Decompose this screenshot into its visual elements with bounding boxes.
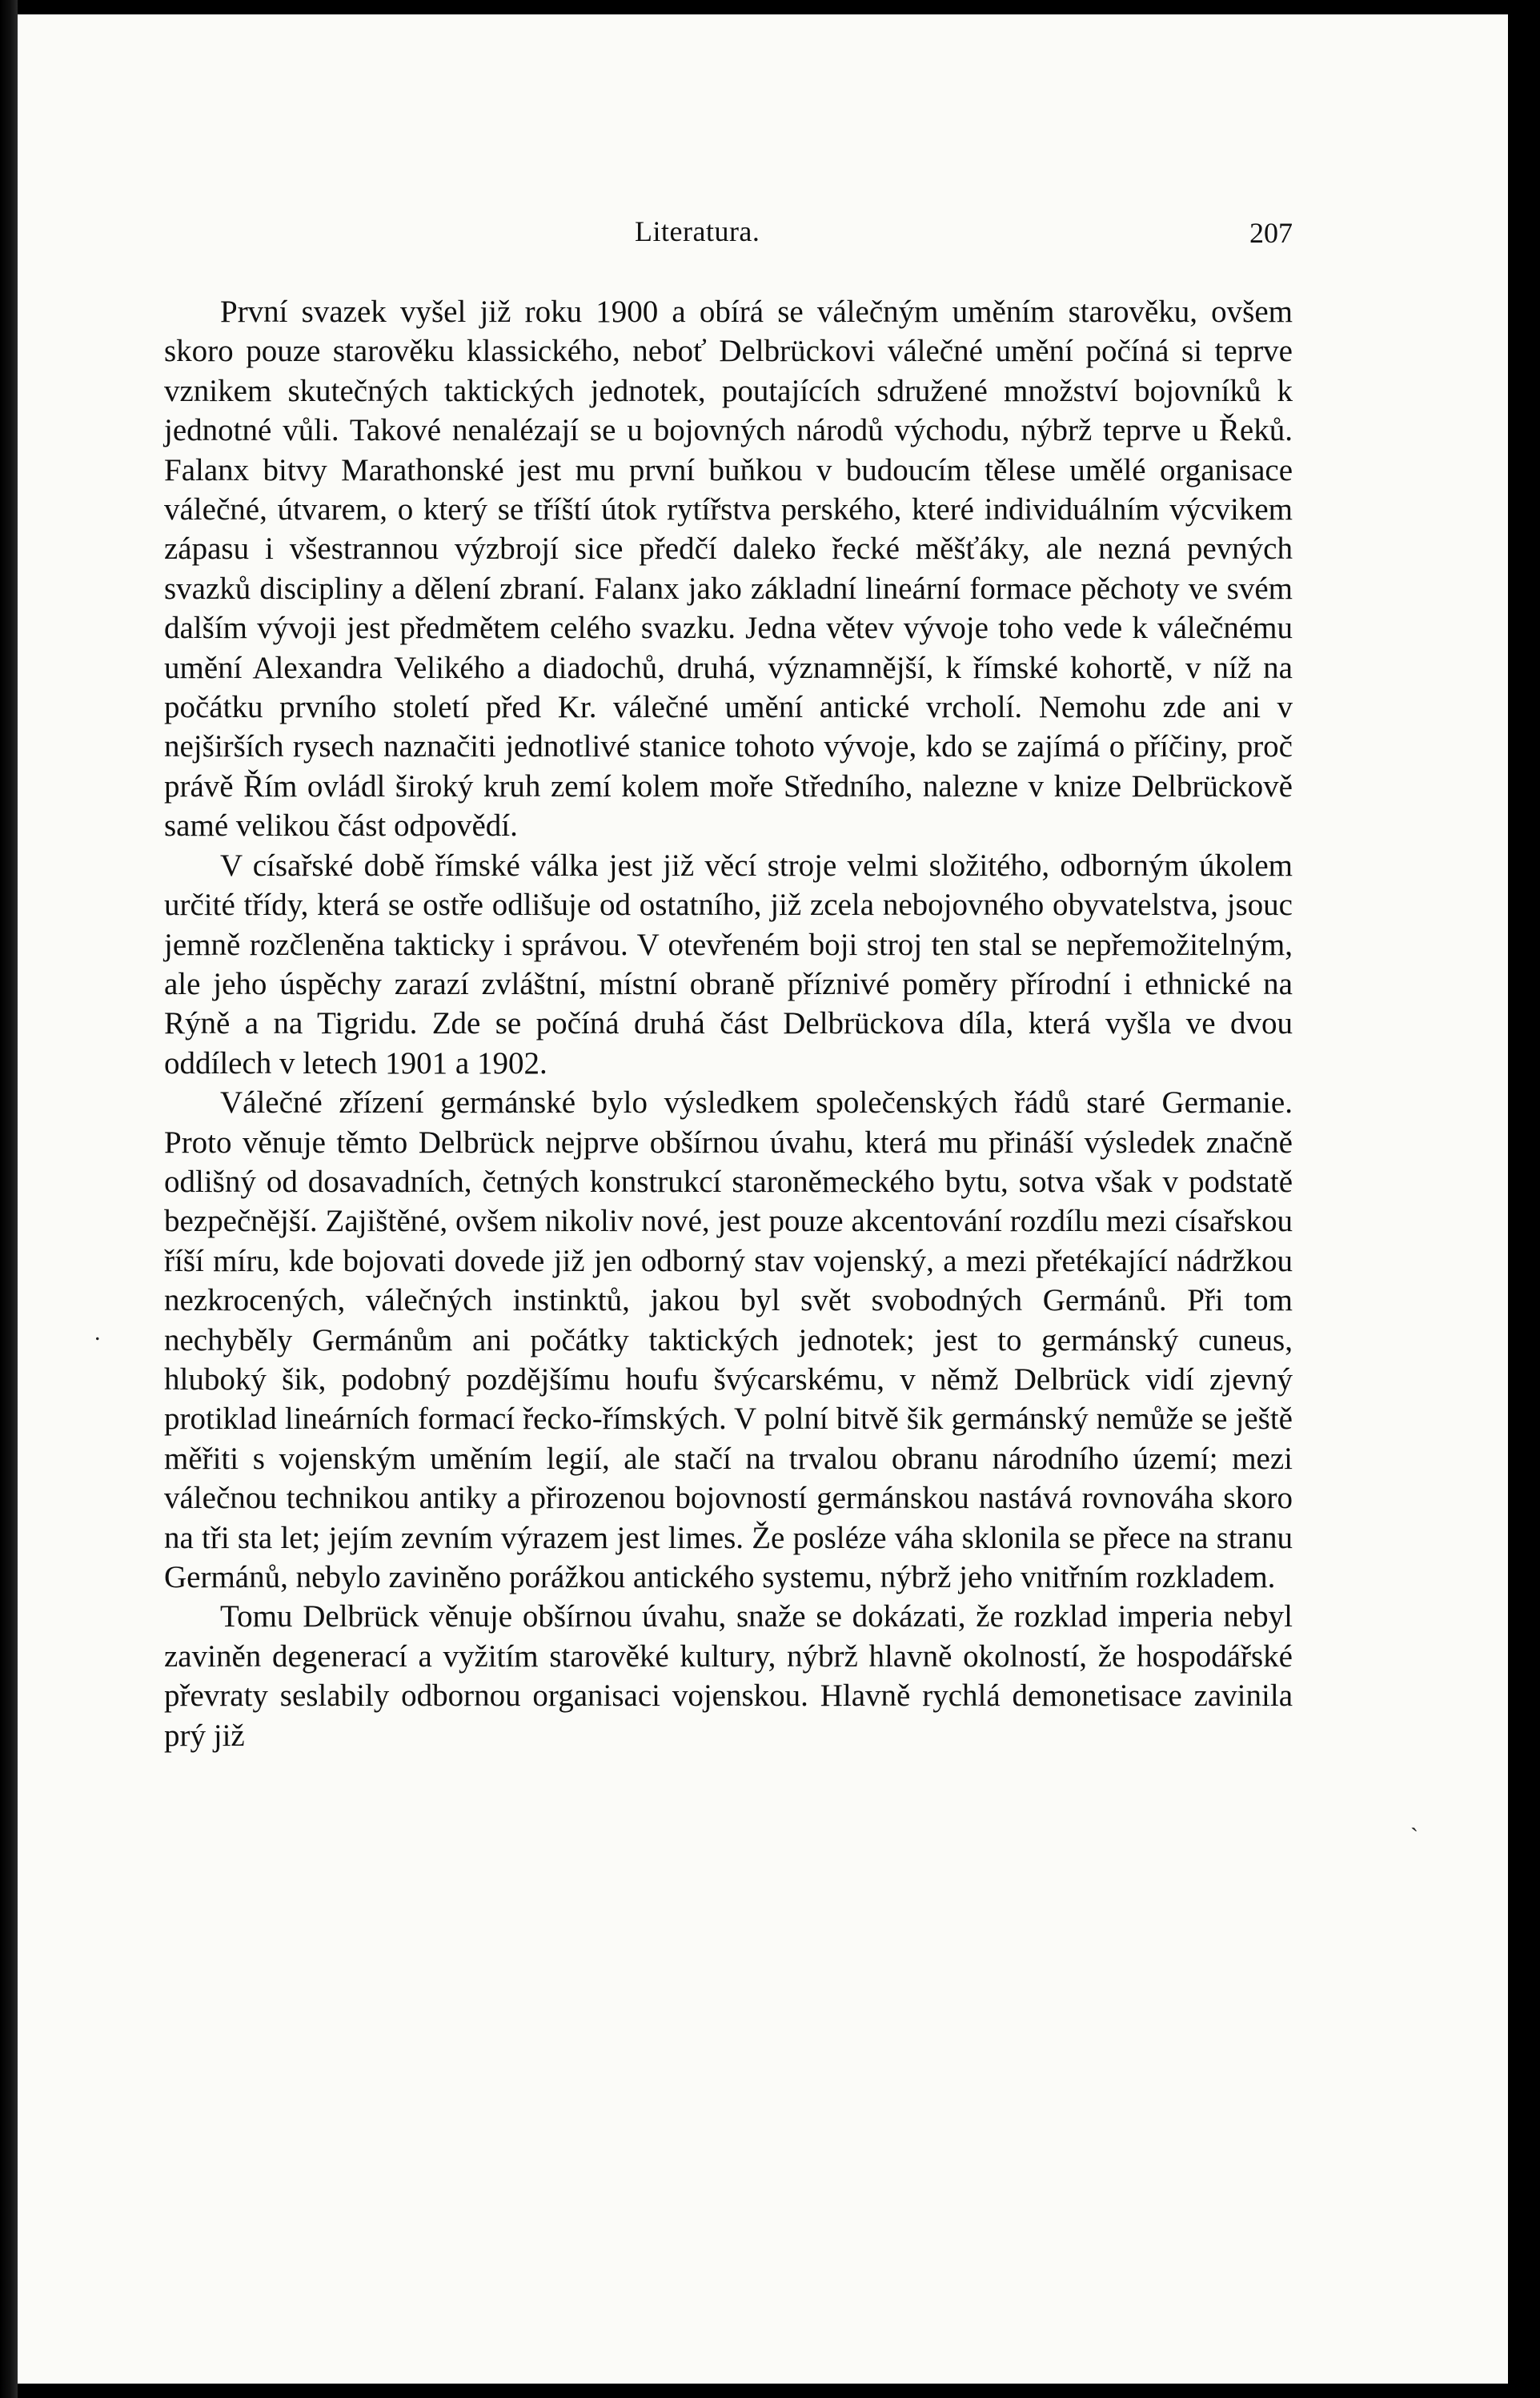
- body-text: [164, 292, 1293, 1755]
- scan-right-edge: [1508, 0, 1540, 2398]
- paragraph: První svazek vyšel již roku 1900 a obírá se válečným uměním starověku, ovšem skoro pouze starověku klassického, neboť Delbrückovi válečné umění počíná si teprve vznikem skutečných taktických jednotek, poutajících sdružené množství bojovníků k jednotné vůli. Takové nenalézají se u bojovných národů východu, nýbrž teprve u Řeků. Falanx bitvy Marathonské jest mu první buňkou v budoucím tělese umělé organisace válečné, útvarem, o který se tříští útok rytířstva perského, které individuálním výcvikem zápasu i všestrannou výzbrojí sice předčí daleko řecké měšťáky, ale nezná pevných svazků discipliny a dělení zbraní. Falanx jako základní lineární formace pěchoty ve svém dalším vývoji jest předmětem celého svazku. Jedna větev vývoje toho vede k válečnému umění Alexandra Velikého a diadochů, druhá, významnější, k římské kohortě, v níž na počátku prvního století před Kr. válečné umění antické vrcholí. Nemohu zde ani v nejširších rysech naznačiti jednotlivé stanice tohoto vývoje, kdo se zajímá o příčiny, proč právě Řím ovládl široký kruh zemí kolem moře Středního, nalezne v knize Delbrückově samé velikou část odpovědí.: [164, 295, 1293, 844]
- scan-left-edge: [0, 0, 18, 2398]
- running-head: [172, 215, 1293, 255]
- paragraph: V císařské době římské válka jest již věcí stroje velmi složitého, odborným úkolem určité třídy, která se ostře odlišuje od ostatního, již zcela nebojovného obyvatelstva, jsouc jemně rozčleněna takticky i správou. V otevřeném boji stroj ten stal se nepřemožitelným, ale jeho úspěchy zarazí zvláštní, místní obraně příznivé poměry přírodní i ethnické na Rýně a na Tigridu. Zde se počíná druhá část Delbrückova díla, která vyšla ve dvou oddílech v letech 1901 a 1902.: [164, 848, 1293, 1081]
- scan-speck-right: ˴: [1410, 1813, 1418, 1839]
- paragraph: Tomu Delbrück věnuje obšírnou úvahu, snaže se dokázati, že rozklad imperia nebyl zaviněn degenerací a vyžitím starověké kultury, nýbrž hlavně okolností, že hospodářské převraty seslabily odbornou organisaci vojenskou. Hlavně rychlá demonetisace zavinila prý již: [164, 1599, 1293, 1753]
- paragraph: Válečné zřízení germánské bylo výsledkem společenských řádů staré Germanie. Proto věnuje těmto Delbrück nejprve obšírnou úvahu, která mu přináší výsledek značně odlišný od dosavadních, četných konstrukcí staroněmeckého bytu, sotva však v podstatě bezpečnější. Zajištěné, ovšem nikoliv nové, jest pouze akcentování rozdílu mezi císařskou říší míru, kde bojovati dovede již jen odborný stav vojenský, a mezi přetékající nádržkou nezkrocených, válečných instinktů, jakou byl svět svobodných Germánů. Při tom nechyběly Germánům ani počátky taktických jednotek; jest to germánský cuneus, hluboký šik, podobný pozdějšímu houfu švýcarskému, v němž Delbrück vidí zjevný protiklad lineárních formací řecko-římských. V polní bitvě šik germánský nemůže se ještě měřiti s vojenským uměním legií, ale stačí na trvalou obranu národního území; mezi válečnou technikou antiky a přirozenou bojovností germánskou nastává rovnováha skoro na tři sta let; jejím zevním výrazem jest limes. Že posléze váha sklonila se přece na stranu Germánů, nebylo zaviněno porážkou antického systemu, nýbrž jeho vnitřním rozkladem.: [164, 1085, 1293, 1594]
- page-number: 207: [1249, 217, 1293, 249]
- scan-speck-left: .: [94, 1319, 101, 1345]
- running-title: Literatura.: [635, 215, 760, 247]
